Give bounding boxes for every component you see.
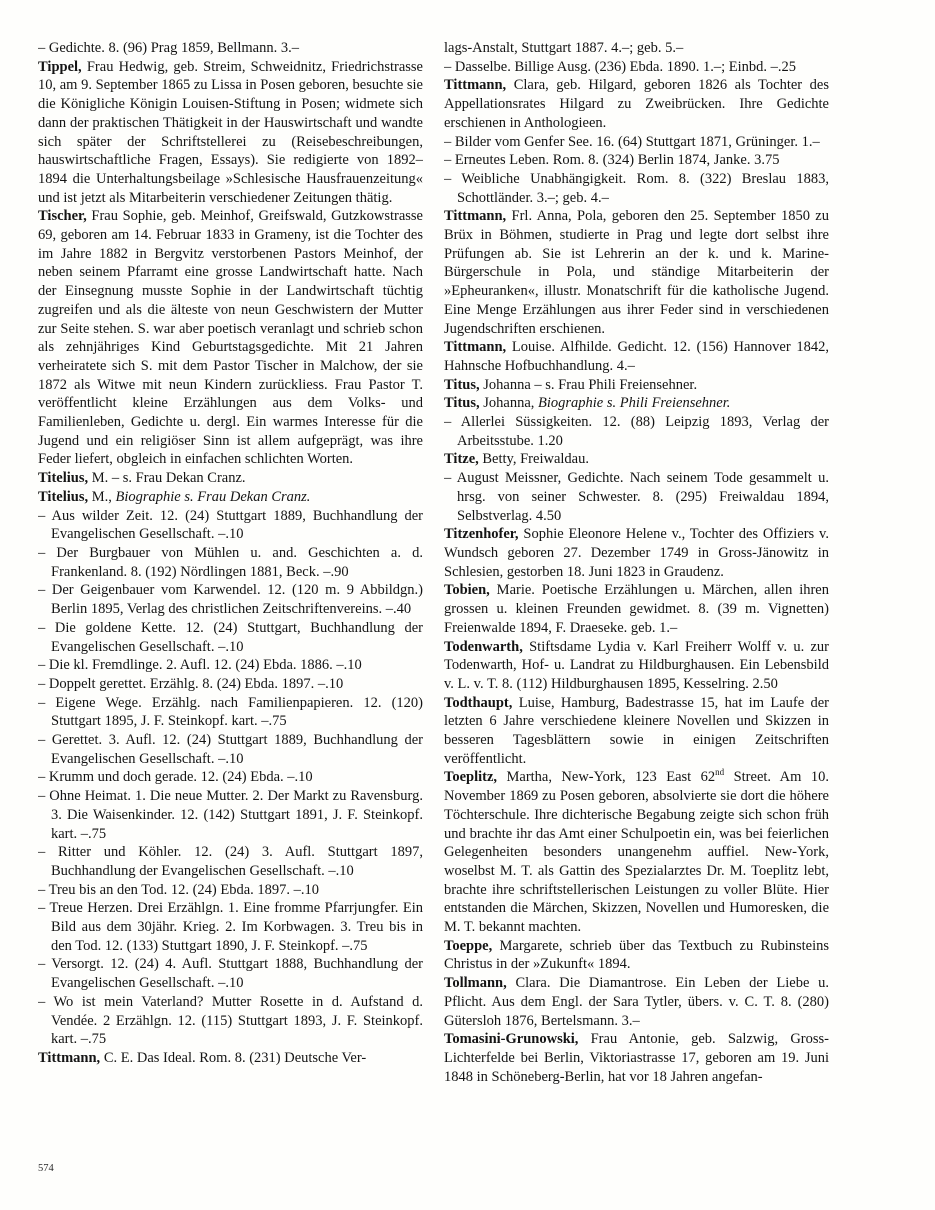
entry-text: Frau Hedwig, geb. Streim, Schweidnitz, Friedrichstrasse 10, am 9. September 1865 zu Lissa in Posen geboren, besuchte sie die Königliche Königin Louisen-Stiftung in Posen; widmete sich dann der praktischen Thätigkeit in der Hauswirtschaft und wandte sich später der Schriftstellerei zu (Reisebeschreibungen, hauswirtschaftliche Fragen, Essays). Sie redigierte von 1892–1894 die Unterhaltungsbeilage »Schlesische Hausfrauenzeitung« und ist jetzt als Mitarbeiterin verschiedener Zeitungen thätig. <box>38 58 423 206</box>
lexicon-entry <box>444 581 829 637</box>
entry-text: – Der Geigenbauer vom Karwendel. 12. (120 m. 9 Abbildgn.) Berlin 1895, Verlag des christlichen Zeitschriftenvereins. –.40 <box>38 582 423 618</box>
entry-text: – Gedichte. 8. (96) Prag 1859, Bellmann. 3.– <box>38 40 299 56</box>
entry-text: Clara, geb. Hilgard, geboren 1826 als Tochter des Appellationsrates Hilgard zu Zweibrücken. Ihre Gedichte erschienen in Anthologieen. <box>444 77 829 131</box>
lexicon-entry <box>444 76 829 132</box>
book-list-item <box>38 955 423 992</box>
book-list-item <box>38 39 423 58</box>
book-list-item <box>38 544 423 581</box>
entry-text: – Versorgt. 12. (24) 4. Aufl. Stuttgart 1888, Buchhandlung der Evangelischen Gesellschaft. –.10 <box>38 956 423 992</box>
book-list-item <box>444 58 829 77</box>
book-list-item <box>38 731 423 768</box>
entry-text: Biographie s. Phili Freiensehner. <box>538 395 731 412</box>
entry-text: Stiftsdame Lydia v. Karl Freiherr Wolff v. u. zur Todenwarth, Hof- u. Landrat zu Hildburghausen. Ein Lebensbild v. L. v. T. 8. (112) Hildburghausen 1895, Kesselring. 2.50 <box>444 638 829 692</box>
entry-text: – Doppelt gerettet. Erzählg. 8. (24) Ebda. 1897. –.10 <box>38 675 344 692</box>
entry-headword: Toeppe, <box>444 937 493 954</box>
entry-headword: Todthaupt, <box>444 694 513 711</box>
entry-headword: Tittmann, <box>444 208 507 225</box>
entry-text: Margarete, schrieb über das Textbuch zu Rubinsteins Christus in der »Zukunft« 1894. <box>444 937 829 973</box>
entry-text: Luise, Hamburg, Badestrasse 15, hat im Laufe der letzten 6 Jahre verschiedene kleinere Novellen und Skizzen in besseren Tagesblättern sowie in einigen Zeitschriften veröffentlicht. <box>444 694 829 767</box>
lexicon-entry <box>444 937 829 974</box>
entry-headword: Tischer, <box>38 208 87 225</box>
entry-text: Clara. Die Diamantrose. Ein Leben der Liebe u. Pflicht. Aus dem Engl. der Sara Tytler, übers. v. C. T. 8. (280) Gütersloh 1876, Bertelsmann. 3.– <box>444 975 829 1029</box>
book-list-item <box>38 881 423 900</box>
entry-text: M., <box>88 488 116 505</box>
book-list-item <box>38 694 423 731</box>
book-list-item <box>444 170 829 207</box>
column-right <box>444 39 829 1159</box>
book-list-item <box>38 768 423 787</box>
entry-text: – Dasselbe. Billige Ausg. (236) Ebda. 1890. 1.–; Einbd. –.25 <box>444 58 796 75</box>
entry-headword: Tollmann, <box>444 975 507 992</box>
entry-text: – Aus wilder Zeit. 12. (24) Stuttgart 1889, Buchhandlung der Evangelischen Gesellschaft. –.10 <box>38 507 423 543</box>
book-list-item <box>444 469 829 525</box>
book-list-item <box>444 133 829 152</box>
book-list-item <box>38 899 423 955</box>
entry-headword: Tittmann, <box>38 1049 101 1066</box>
lexicon-entry <box>444 207 829 338</box>
entry-text: – Eigene Wege. Erzählg. nach Familienpapieren. 12. (120) Stuttgart 1895, J. F. Steinkopf. kart. –.75 <box>38 694 423 730</box>
entry-text: – Der Burgbauer von Mühlen u. and. Geschichten a. d. Frankenland. 8. (192) Nördlingen 1881, Beck. –.90 <box>38 544 423 580</box>
entry-text: Frl. Anna, Pola, geboren den 25. September 1850 zu Brüx in Böhmen, studierte in Prag und legte dort selbst ihre Prüfungen ab. Sie ist Lehrerin an der k. und k. Marine-Bürgerschule in Pola, und ständige Mitarbeiterin der »Epheuranken«, illustr. Monatschrift für die katholische Jugend. Eine Menge Erzählungen aus ihrer Feder sind in verschiedenen Jugendschriften erschienen. <box>444 208 829 337</box>
entry-headword: Toeplitz, <box>444 769 498 786</box>
book-list-item <box>38 581 423 618</box>
entry-text: – Wo ist mein Vaterland? Mutter Rosette in d. Aufstand d. Vendée. 2 Erzählgn. 12. (115) Stuttgart 1893, J. F. Steinkopf. kart. –.75 <box>38 993 423 1048</box>
lexicon-entry <box>444 338 829 375</box>
entry-text: Marie. Poetische Erzählungen u. Märchen, allen ihren grossen u. kleinen Freunden gewidmet. 8. (39 m. Vignetten) Freienwalde 1894, F. Draeseke. geb. 1.– <box>444 582 829 636</box>
entry-text: Betty, Freiwaldau. <box>478 451 589 468</box>
entry-text: Street. Am 10. November 1869 zu Posen geboren, absolvierte sie dort die höhere Töchterschule. Ihre dichterische Begabung zeigte sich schon früh und brachte ihr das Amt einer Schulpoetin ein, was bei feierlichen Gelegenheiten besonders unangenehm auffiel. New-York, woselbst M. T. als Gattin des Spezialarztes Dr. M. Toeplitz lebt, brachte ihre schriftstellerischen Leistungen zu voller Blüte. Hier entstanden die Märchen, Skizzen, Novellen und Humoresken, die M. T. bekannt machten. <box>444 769 829 936</box>
page-number: 574 <box>38 1163 54 1174</box>
entry-headword: Titelius, <box>38 488 89 505</box>
lexicon-entry <box>444 525 829 581</box>
entry-text: Sophie Eleonore Helene v., Tochter des Offiziers v. Wundsch geboren 27. Dezember 1749 in Gross-Jänowitz in Schlesien, gestorben 18. Juni 1823 in Graudenz. <box>444 526 829 580</box>
entry-headword: Titze, <box>444 451 479 468</box>
entry-text: – Allerlei Süssigkeiten. 12. (88) Leipzig 1893, Verlag der Arbeitsstube. 1.20 <box>444 414 829 449</box>
entry-text: Johanna, <box>479 395 538 412</box>
entry-text: – Krumm und doch gerade. 12. (24) Ebda. –.10 <box>38 769 313 786</box>
column-left <box>38 39 423 1159</box>
entry-headword: Tittmann, <box>444 339 507 356</box>
entry-text: – Ritter und Köhler. 12. (24) 3. Aufl. Stuttgart 1897, Buchhandlung der Evangelischen Gesellschaft. –.10 <box>38 844 423 879</box>
entry-text: – August Meissner, Gedichte. Nach seinem Tode gesammelt u. hrsg. von seiner Schwester. 8. (295) Freiwaldau 1894, Selbstverlag. 4.50 <box>444 470 829 524</box>
book-list-item <box>38 507 423 544</box>
lexicon-entry <box>444 694 829 769</box>
entry-text: – Bilder vom Genfer See. 16. (64) Stuttgart 1871, Grüninger. 1.– <box>444 133 820 150</box>
book-list-item <box>38 619 423 656</box>
lexicon-entry <box>38 58 423 208</box>
book-list-item <box>38 675 423 694</box>
book-list-item <box>38 843 423 880</box>
entry-headword: Tomasini-Grunowski, <box>444 1031 579 1048</box>
entry-text: – Erneutes Leben. Rom. 8. (324) Berlin 1874, Janke. 3.75 <box>444 152 780 169</box>
entry-headword: Titus, <box>444 395 480 412</box>
lexicon-entry <box>444 768 829 936</box>
entry-text: lags-Anstalt, Stuttgart 1887. 4.–; geb. 5.– <box>444 40 684 56</box>
entry-headword: Tippel, <box>38 58 82 75</box>
book-list-item <box>444 413 829 450</box>
entry-text: Biographie s. Frau Dekan Cranz. <box>115 488 311 505</box>
entry-text: – Treue Herzen. Drei Erzählgn. 1. Eine fromme Pfarrjungfer. Ein Bild aus dem 30jähr. Krieg. 2. Im Korbwagen. 3. Treu bis in den Tod. 12. (133) Stuttgart 1890, J. F. Steinkopf. –.75 <box>38 900 423 954</box>
lexicon-entry <box>38 207 423 469</box>
entry-text: – Weibliche Unabhängigkeit. Rom. 8. (322) Breslau 1883, Schottländer. 3.–; geb. 4.– <box>444 170 829 206</box>
lexicon-entry <box>38 488 423 507</box>
entry-headword: Tittmann, <box>444 77 507 94</box>
lexicon-entry <box>444 1030 829 1086</box>
lexicon-entry <box>444 376 829 395</box>
entry-text: M. – s. Frau Dekan Cranz. <box>88 470 246 487</box>
entry-text: – Ohne Heimat. 1. Die neue Mutter. 2. Der Markt zu Ravensburg. 3. Die Waisenkinder. 12. (142) Stuttgart 1891, J. F. Steinkopf. kart. –.75 <box>38 788 423 842</box>
entry-text: – Gerettet. 3. Aufl. 12. (24) Stuttgart 1889, Buchhandlung der Evangelischen Gesellschaft. –.10 <box>38 732 423 767</box>
lexicon-entry <box>444 450 829 469</box>
book-list-item <box>444 151 829 170</box>
lexicon-entry <box>38 1049 423 1068</box>
entry-text: Martha, New-York, 123 East 62 <box>497 769 716 786</box>
entry-headword: Titelius, <box>38 470 89 487</box>
entry-text: Louise. Alfhilde. Gedicht. 12. (156) Hannover 1842, Hahnsche Hofbuchhandlung. 4.– <box>444 339 829 374</box>
entry-text: – Treu bis an den Tod. 12. (24) Ebda. 1897. –.10 <box>38 881 320 898</box>
lexicon-entry <box>38 469 423 488</box>
book-list-item <box>38 787 423 843</box>
lexicon-entry <box>444 974 829 1030</box>
entry-headword: Titus, <box>444 376 480 393</box>
lexicon-entry <box>444 638 829 694</box>
entry-headword: Titzenhofer, <box>444 526 519 543</box>
entry-text: C. E. Das Ideal. Rom. 8. (231) Deutsche Ver- <box>100 1049 367 1066</box>
book-list-item <box>38 656 423 675</box>
lexicon-entry <box>444 394 829 413</box>
entry-text: Johanna – s. Frau Phili Freiensehner. <box>479 376 698 393</box>
entry-text: Frau Antonie, geb. Salzwig, Gross-Lichterfelde bei Berlin, Viktoriastrasse 17, geboren am 19. Juni 1848 in Schöneberg-Berlin, hat vor 18 Jahren angefan- <box>444 1031 829 1085</box>
entry-headword: Tobien, <box>444 582 490 599</box>
book-list-item <box>38 993 423 1049</box>
entry-text: – Die kl. Fremdlinge. 2. Aufl. 12. (24) Ebda. 1886. –.10 <box>38 657 362 674</box>
entry-text: Frau Sophie, geb. Meinhof, Greifswald, Gutzkowstrasse 69, geboren am 14. Februar 1833 in Grameny, ist die Tochter des im Jahre 1882 in Bergvitz verstorbenen Pastors Meinhof, der neben seinem Pfarramt eine grosse Landwirtschaft hatte. Nach der Einsegnung musste Sophie in der Landwirtschaft tüchtig zugreifen und als die älteste von neun Geschwistern der Mutter zur Seite stehen. S. war aber poetisch veranlagt und schrieb schon als zehnjähriges Kind Geburtstagsgedichte. Mit 21 Jahren verheiratete sich S. mit dem Pastor Tischer in Malchow, der sie 1872 als Witwe mit neun Kindern zurückliess. Frau Pastor T. veröffentlicht kleine Erzählungen aus dem Volks- und Familienleben, Gedichte u. dergl. Ein warmes Interesse für die Jugend und ein religiöser Sinn ist allem aufgeprägt, was ihre Feder liefert, obgleich in einfachen schlichten Worten. <box>38 208 423 468</box>
entry-text: nd <box>715 767 725 778</box>
entry-headword: Todenwarth, <box>444 638 523 655</box>
continuation-paragraph <box>444 39 829 58</box>
entry-text: – Die goldene Kette. 12. (24) Stuttgart, Buchhandlung der Evangelischen Gesellschaft. –.10 <box>38 619 423 655</box>
